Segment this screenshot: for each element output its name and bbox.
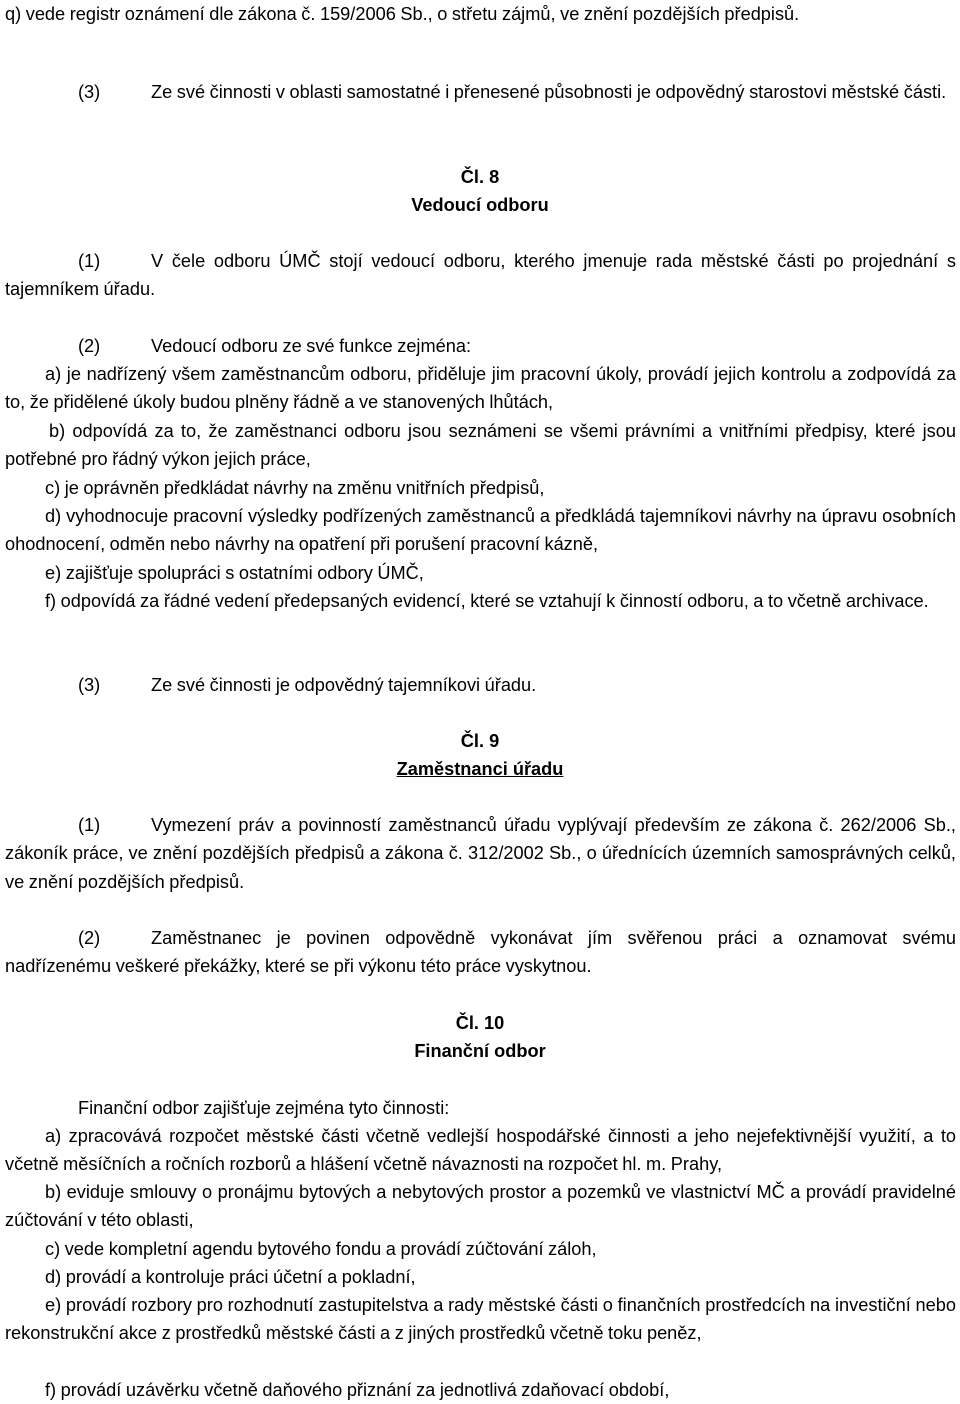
article-8-paragraph-3 — [5, 671, 956, 699]
paragraph-number: (2) — [78, 928, 101, 948]
article-8-item-d: d) vyhodnocuje pracovní výsledky podřízených zaměstnanců a předkládá tajemníkovi návrhy na úpravu osobních ohodnocení, odměn nebo návrhy na opatření při porušení pracovní kázně, — [5, 506, 956, 555]
article-10-item-e: e) provádí rozbory pro rozhodnutí zastupitelstva a rady městské části o finančních prostředcích na investiční nebo rekonstrukční akce z prostředků městské části a z jiných prostředků včetně toku peněz, — [5, 1295, 956, 1344]
paragraph-text: Ze své činnosti je odpovědný tajemníkovi úřadu. — [151, 675, 537, 695]
article-9-number: Čl. 9 — [460, 731, 500, 751]
article-10-item-f: f) provádí uzávěrku včetně daňového přiznání za jednotlivá zdaňovací období, — [45, 1380, 670, 1400]
article-8-paragraph-2 — [5, 332, 956, 360]
article-10-number: Čl. 10 — [455, 1013, 505, 1033]
paragraph-text: V čele odboru ÚMČ stojí vedoucí odboru, kterého jmenuje rada městské části po projednání s tajemníkem úřadu. — [5, 251, 956, 300]
article-10-item-b: b) eviduje smlouvy o pronájmu bytových a nebytových prostor a pozemků ve vlastnictví MČ a provádí pravidelné zúčtování v této oblasti, — [5, 1182, 956, 1231]
paragraph-text: Zaměstnanec je povinen odpovědně vykonávat jím svěřenou práci a oznamovat svému nadřízenému veškeré překážky, které se při výkonu této práce vyskytnou. — [5, 928, 956, 977]
paragraph-number: (1) — [78, 251, 101, 271]
paragraph-number: (2) — [78, 336, 101, 356]
article-9-title: Zaměstnanci úřadu — [396, 759, 564, 779]
paragraph-number: (3) — [78, 675, 101, 695]
paragraph-number: (1) — [78, 815, 101, 835]
article-8-item-f: f) odpovídá za řádné vedení předepsaných evidencí, které se vztahují k činností odboru, a to včetně archivace. — [45, 591, 929, 611]
article-10-title: Finanční odbor — [414, 1041, 546, 1061]
article-8-item-e: e) zajišťuje spolupráci s ostatními odbory ÚMČ, — [45, 563, 424, 583]
paragraph-text: Ze své činnosti v oblasti samostatné i přenesené působnosti je odpovědný starostovi městské části. — [151, 82, 947, 102]
paragraph-text: Vymezení práv a povinností zaměstnanců úřadu vyplývají především ze zákona č. 262/2006 Sb., zákoník práce, ve znění pozdějších předpisů a zákona č. 312/2002 Sb., o úřednících územních samosprávných celků, ve znění pozdějších předpisů. — [5, 815, 956, 892]
article-8-item-b: b) odpovídá za to, že zaměstnanci odboru jsou seznámeni se všemi právními a vnitřními předpisy, které jsou potřebné pro řádný výkon jejich práce, — [5, 421, 956, 470]
article-10-item-c: c) vede kompletní agendu bytového fondu a provádí zúčtování záloh, — [45, 1239, 597, 1259]
paragraph-number: (3) — [78, 82, 101, 102]
item-q: q) vede registr oznámení dle zákona č. 159/2006 Sb., o střetu zájmů, ve znění pozdějších předpisů. — [5, 4, 800, 24]
article-10-intro: Finanční odbor zajišťuje zejména tyto činnosti: — [78, 1098, 450, 1118]
article-8-item-c: c) je oprávněn předkládat návrhy na změnu vnitřních předpisů, — [45, 478, 545, 498]
article-9-paragraph-2 — [5, 924, 956, 981]
article-9-paragraph-1 — [5, 811, 956, 896]
article-8-number: Čl. 8 — [460, 167, 500, 187]
article-8-title: Vedoucí odboru — [411, 195, 549, 215]
article-10-item-a: a) zpracovává rozpočet městské části včetně vedlejší hospodářské činnosti a jeho nejefektivnější využití, a to včetně měsíčních a ročních rozborů a hlášení včetně návaznosti na rozpočet hl. m. Prahy, — [5, 1126, 956, 1175]
top-paragraph-3 — [5, 78, 956, 106]
article-10-item-d: d) provádí a kontroluje práci účetní a pokladní, — [45, 1267, 416, 1287]
article-8-item-a: a) je nadřízený všem zaměstnancům odboru, přiděluje jim pracovní úkoly, provádí jejich kontrolu a zodpovídá za to, že přidělené úkoly budou plněny řádně a ve stanovených lhůtách, — [5, 364, 956, 413]
paragraph-text: Vedoucí odboru ze své funkce zejména: — [151, 336, 472, 356]
article-8-paragraph-1 — [5, 247, 956, 304]
